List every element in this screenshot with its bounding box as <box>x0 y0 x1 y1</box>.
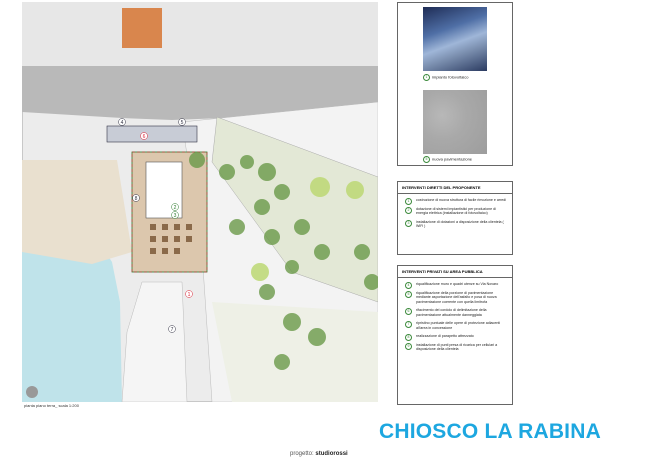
site-plan-drawing <box>22 2 378 402</box>
public-interventions-title: INTERVENTI PRIVATI SU AREA PUBBLICA <box>398 266 512 278</box>
list-item: 1 costruzione di nuova struttura di facile rimozione e arredi <box>402 198 508 203</box>
project-title: CHIOSCO LA RABINA <box>379 420 601 443</box>
svg-text:6: 6 <box>142 134 146 140</box>
photo-paving <box>423 90 487 154</box>
photo-panel <box>397 2 513 166</box>
svg-text:8: 8 <box>134 196 138 202</box>
project-credit: progetto: studiorossi <box>290 451 348 457</box>
svg-text:2: 2 <box>173 205 177 211</box>
list-item: 4 riqualificazione muro e quadri utenze su Via Novaro <box>402 282 508 287</box>
photo-label-2: 5 nuova pavimentazione <box>423 156 472 163</box>
svg-text:4: 4 <box>120 120 124 126</box>
public-interventions-panel <box>397 265 513 405</box>
north-arrow-icon <box>26 386 38 398</box>
list-item: 9 installazione di punti presa di ricarica per cellulari a disposizione della clientela <box>402 343 508 352</box>
photo-solar-panels <box>423 7 487 71</box>
svg-text:3: 3 <box>173 213 177 219</box>
photo-label-1: 1 impianto fotovoltaico <box>423 74 468 81</box>
list-item: 7 ripristino puntuale delle opere di protezione adiacenti all'area in concessione <box>402 321 508 330</box>
direct-interventions-panel <box>397 181 513 255</box>
svg-text:7: 7 <box>170 327 174 333</box>
svg-text:5: 5 <box>180 120 184 126</box>
roof-building <box>122 8 162 48</box>
direct-interventions-title: INTERVENTI DIRETTI DEL PROPONENTE <box>398 182 512 194</box>
list-item: 8 realizzazione di parapetto attrezzato <box>402 334 508 339</box>
list-item: 3 installazione di dotazioni a disposizione della clientela ( WiFi ) <box>402 220 508 229</box>
svg-text:1: 1 <box>187 292 191 298</box>
plan-caption: pianta piano terra_ scala 1:200 <box>24 403 79 408</box>
list-item: 5 riqualificazione della porzione di pavimentazione mediante asportazione dell'asfalto e posa di nuova pavimentazione coerente con quella limitrofa <box>402 291 508 305</box>
list-item: 2 dotazione di sistemi impiantistici per produzione di energia elettrica (installazione di fotovoltaico) <box>402 207 508 216</box>
list-item: 6 rifacimento del cordolo di delimitazione della pavimentazione attualmente danneggiata <box>402 308 508 317</box>
